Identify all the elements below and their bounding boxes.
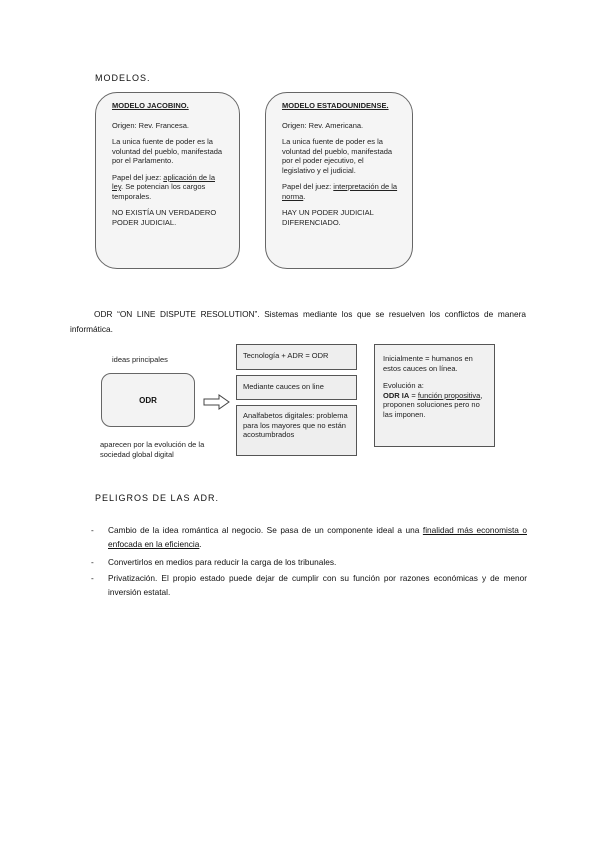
bullet-dash: - bbox=[91, 525, 94, 535]
bullet-dash: - bbox=[91, 573, 94, 583]
odr-bottom-label: aparecen por la evolución de la sociedad global digital bbox=[100, 440, 205, 459]
odr-box-channels: Mediante cauces on line bbox=[236, 375, 357, 400]
odr-center-box bbox=[101, 373, 195, 427]
bullet-text: Convertirlos en medios para reducir la carga de los tribunales. bbox=[108, 557, 337, 567]
jacobino-no-power: NO EXISTÍA UN VERDADERO PODER JUDICIAL. bbox=[112, 208, 217, 227]
estadounidense-judge: Papel del juez: interpretación de la norma. bbox=[282, 182, 398, 201]
right-arrow-icon bbox=[203, 394, 231, 410]
estadounidense-source: La unica fuente de poder es la voluntad del pueblo, manifestada por el poder ejecutivo, el legislativo y el judicial. bbox=[282, 137, 393, 175]
list-item bbox=[91, 571, 527, 601]
jacobino-title: MODELO JACOBINO. bbox=[112, 101, 189, 110]
bullet-text: Cambio de la idea romántica al negocio. Se pasa de un componente ideal a una finalidad más economista o enfocada en la eficiencia. bbox=[108, 525, 527, 549]
bullet-text: Privatización. El propio estado puede dejar de cumplir con su función por razones económicas y de menor inversión estatal. bbox=[108, 573, 527, 597]
odr-top-label: ideas principales bbox=[112, 355, 168, 364]
section-heading-models: MODELOS. bbox=[95, 73, 151, 83]
odr-right-box bbox=[374, 344, 495, 447]
odr-paragraph: ODR “ON LINE DISPUTE RESOLUTION”. Sistemas mediante los que se resuelven los conflictos de manera informática. bbox=[70, 309, 526, 334]
jacobino-judge: Papel del juez: aplicación de la ley. Se potencian los cargos temporales. bbox=[112, 172, 215, 201]
estadounidense-title: MODELO ESTADOUNIDENSE. bbox=[282, 101, 389, 110]
bullet-dash: - bbox=[91, 557, 94, 567]
list-item bbox=[91, 523, 527, 553]
odr-box-technology: Tecnología + ADR = ODR bbox=[236, 344, 357, 370]
jacobino-origin: Origen: Rev. Francesa. bbox=[112, 120, 189, 130]
odr-right-ia: ODR IA = función propositiva, proponen soluciones pero no las imponen. bbox=[383, 390, 483, 419]
jacobino-source: La unica fuente de poder es la voluntad del pueblo, manifestada por el Parlamento. bbox=[112, 137, 223, 165]
jacobino-model-box bbox=[95, 92, 240, 269]
section-heading-dangers: PELIGROS DE LAS ADR. bbox=[95, 493, 220, 503]
estadounidense-model-box bbox=[265, 92, 413, 269]
odr-box-illiterates: Analfabetos digitales: problema para los mayores que no están acostumbrados bbox=[236, 405, 357, 456]
odr-right-initial: Inicialmente = humanos en estos cauces on línea. bbox=[383, 354, 473, 373]
list-item bbox=[91, 555, 527, 570]
odr-right-evolution: Evolución a: bbox=[383, 381, 424, 390]
odr-center-label: ODR bbox=[139, 395, 157, 405]
estadounidense-power: HAY UN PODER JUDICIAL DIFERENCIADO. bbox=[282, 208, 374, 227]
estadounidense-origin: Origen: Rev. Americana. bbox=[282, 120, 364, 130]
